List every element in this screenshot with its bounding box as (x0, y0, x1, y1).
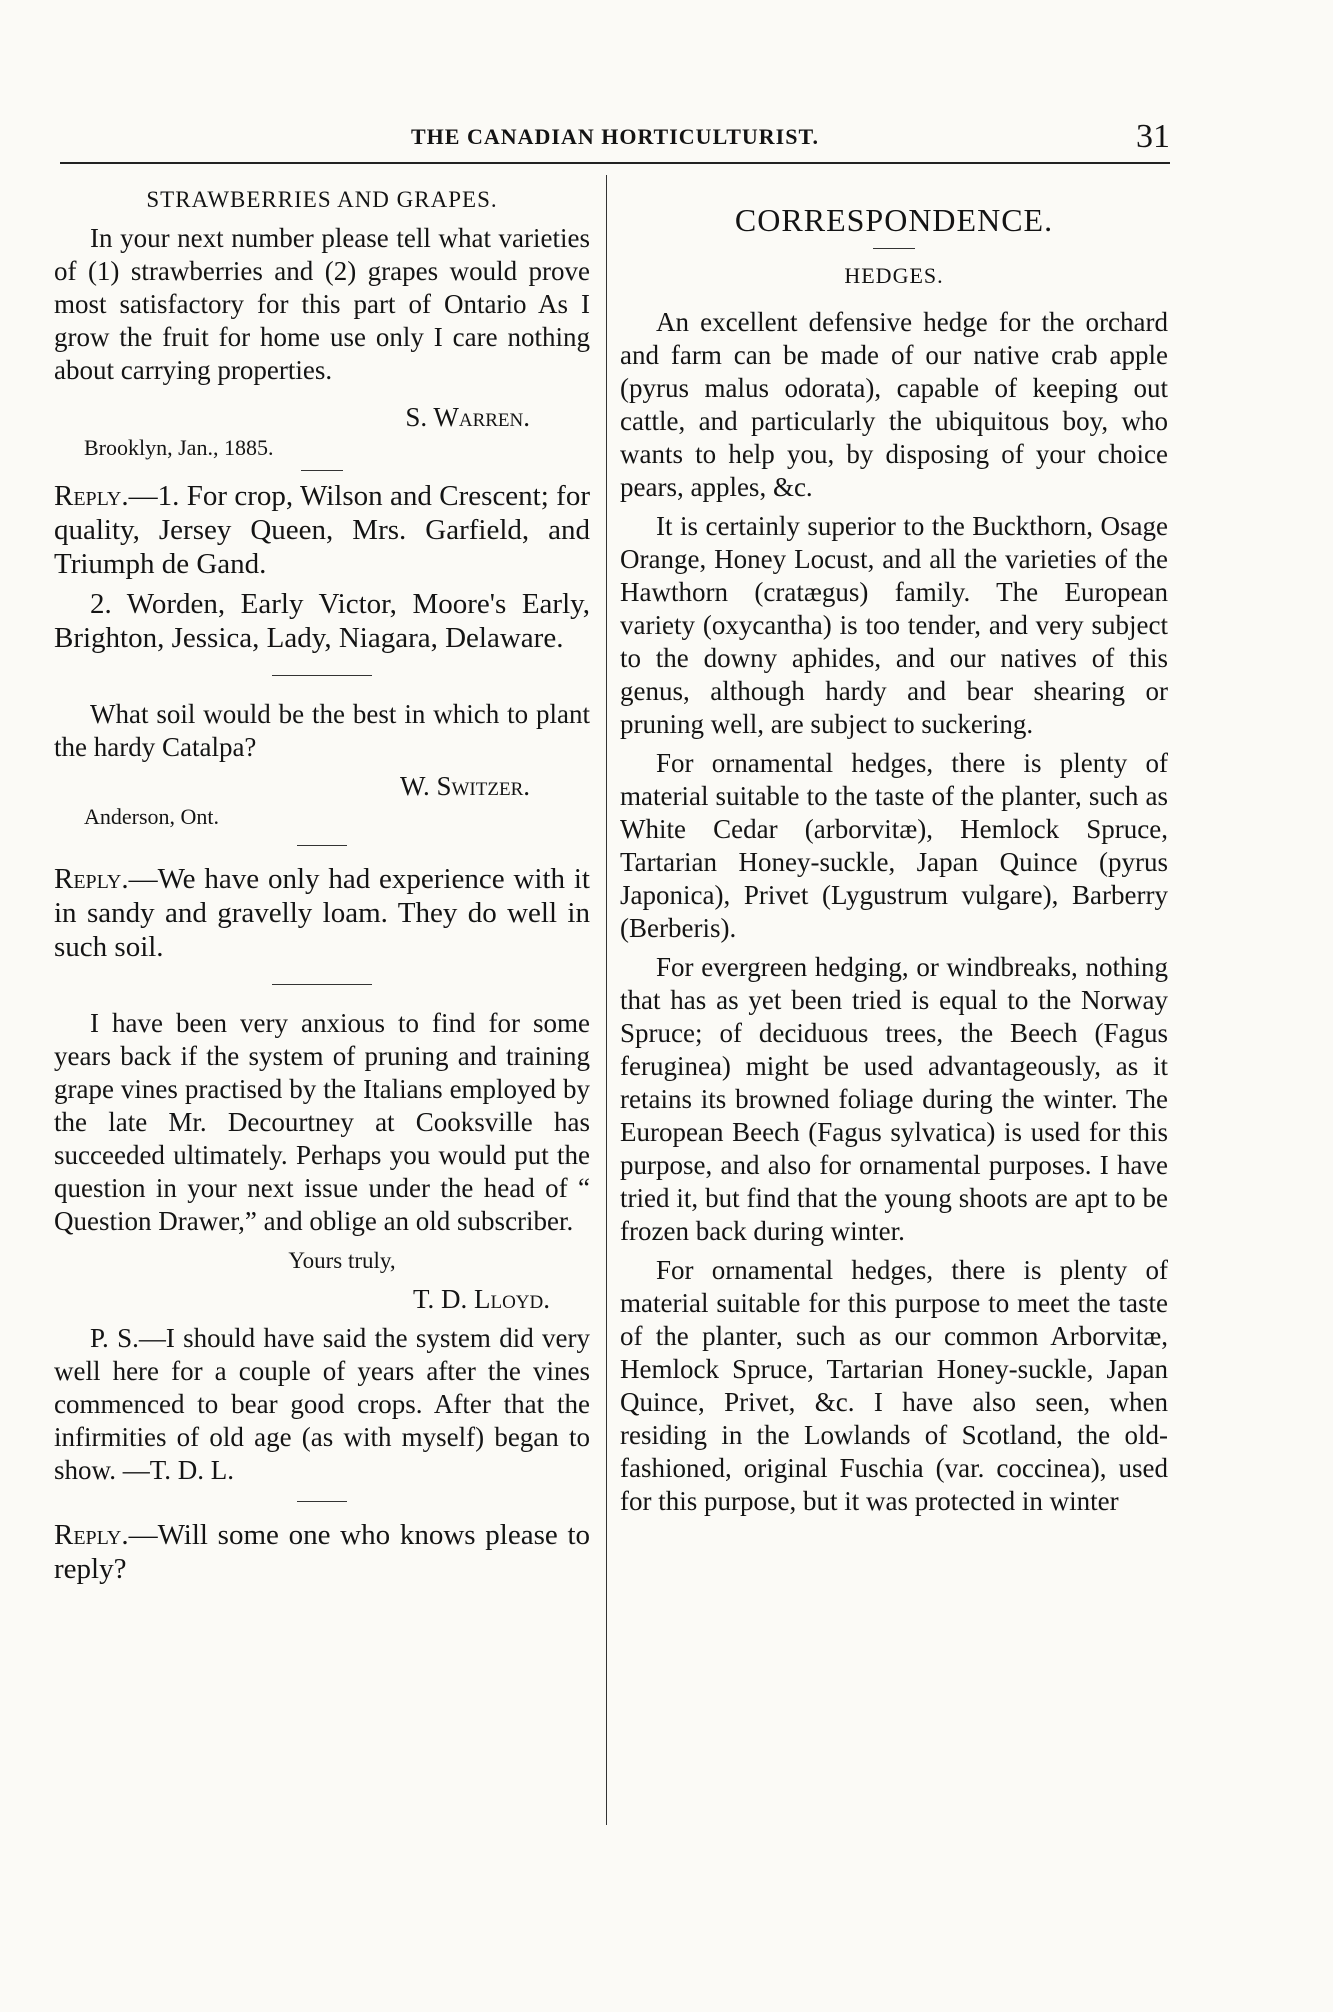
header-rule (60, 162, 1170, 164)
query-body: What soil would be the best in which to plant the hardy Catalpa? (54, 699, 590, 762)
running-title: THE CANADIAN HORTICULTURIST. (410, 124, 820, 149)
divider (272, 675, 372, 676)
query-body: I have been very anxious to find for some years back if the system of pruning and training grape vines practised by the Italians employed by the late Mr. Decourtney at Cooksville has succeeded ultimately. Perhaps you would put the question in your next issue under the head of “ Question Drawer,” and oblige an old subscriber. (54, 1008, 590, 1236)
running-head (60, 118, 1170, 162)
reply (54, 479, 590, 581)
reply-text: —We have only had experience with it in sandy and gravelly loam. They do well in such soil. (54, 863, 590, 963)
article-paragraph: For ornamental hedges, there is plenty of material suitable for this purpose to meet the taste of the planter, such as our common Arborvitæ, Hemlock Spruce, Tartarian Honey-suckle, Japan Quince, Privet, &c. I have also seen, when residing in the Lowlands of Scotland, the old-fashioned, original Fuschia (var. coccinea), used for this purpose, but it was protected in winter (620, 1255, 1168, 1516)
column-divider (606, 175, 607, 1825)
reply-label: Reply. (54, 1519, 129, 1551)
left-column (54, 183, 590, 1586)
reply-label: Reply. (54, 480, 129, 512)
divider (297, 845, 347, 846)
divider (873, 248, 915, 249)
query-body: In your next number please tell what varieties of (1) strawberries and (2) grapes would prove most satisfactory for this part of Ontario As I grow the fruit for home use only I care nothing about carrying properties. (54, 223, 590, 385)
reply-text: —Will some one who knows please to reply? (54, 1519, 590, 1585)
query-place: Brooklyn, Jan., 1885. (84, 435, 274, 460)
divider (272, 984, 372, 985)
article-paragraph: For evergreen hedging, or windbreaks, nothing that has as yet been tried is equal to the Norway Spruce; of deciduous trees, the Beech (Fagus feruginea) might be used advantageously, as it retains its browned foliage during the winter. The European Beech (Fagus sylvatica) is used for this purpose, and also for ornamental purposes. I have tried it, but find that the young shoots are apt to be frozen back during winter. (620, 952, 1168, 1246)
query-signature: T. D. Lloyd. (413, 1284, 550, 1314)
divider (297, 1501, 347, 1502)
reply (54, 1518, 590, 1586)
article-paragraph: It is certainly superior to the Buckthorn, Osage Orange, Honey Locust, and all the varieties of the Hawthorn (cratægus) family. The European variety (oxycantha) is too tender, and very subject to the downy aphides, and our natives of this genus, although hardy and bear shearing or pruning well, are subject to suckering. (620, 511, 1168, 739)
section-subtitle: HEDGES. (844, 263, 944, 288)
right-column (620, 200, 1168, 1518)
article-paragraph: An excellent defensive hedge for the orchard and farm can be made of our native crab apple (pyrus malus odorata), capable of keeping out cattle, and particularly the ubiquitous boy, who wants to help you, by disposing of your choice pears, apples, &c. (620, 307, 1168, 502)
article-paragraph: For ornamental hedges, there is plenty of material suitable to the taste of the planter, such as White Cedar (arborvitæ), Hemlock Spruce, Tartarian Honey-suckle, Japan Quince (pyrus Japonica), Privet (Lygustrum vulgare), Barberry (Berberis). (620, 748, 1168, 943)
page-number: 31 (1136, 118, 1170, 155)
reply-label: Reply. (54, 863, 129, 895)
reply-text: —1. For crop, Wilson and Crescent; for quality, Jersey Queen, Mrs. Garfield, and Triumph de Gand. (54, 480, 590, 580)
reply-continuation: 2. Worden, Early Victor, Moore's Early, Brighton, Jessica, Lady, Niagara, Delaware. (54, 588, 590, 654)
postscript: P. S.—I should have said the system did very well here for a couple of years after the vines commenced to bear good crops. After that the infirmities of old age (as with myself) began to show. —T. D. L. (54, 1323, 590, 1485)
reply (54, 862, 590, 964)
section-title: CORRESPONDENCE. (734, 202, 1054, 238)
query-signature: S. Warren. (405, 402, 530, 432)
query-signature: W. Switzer. (399, 771, 530, 801)
query-place: Anderson, Ont. (84, 804, 220, 829)
query-heading: STRAWBERRIES AND GRAPES. (146, 187, 498, 212)
divider (301, 470, 343, 471)
query-closing: Yours truly, (288, 1248, 396, 1273)
